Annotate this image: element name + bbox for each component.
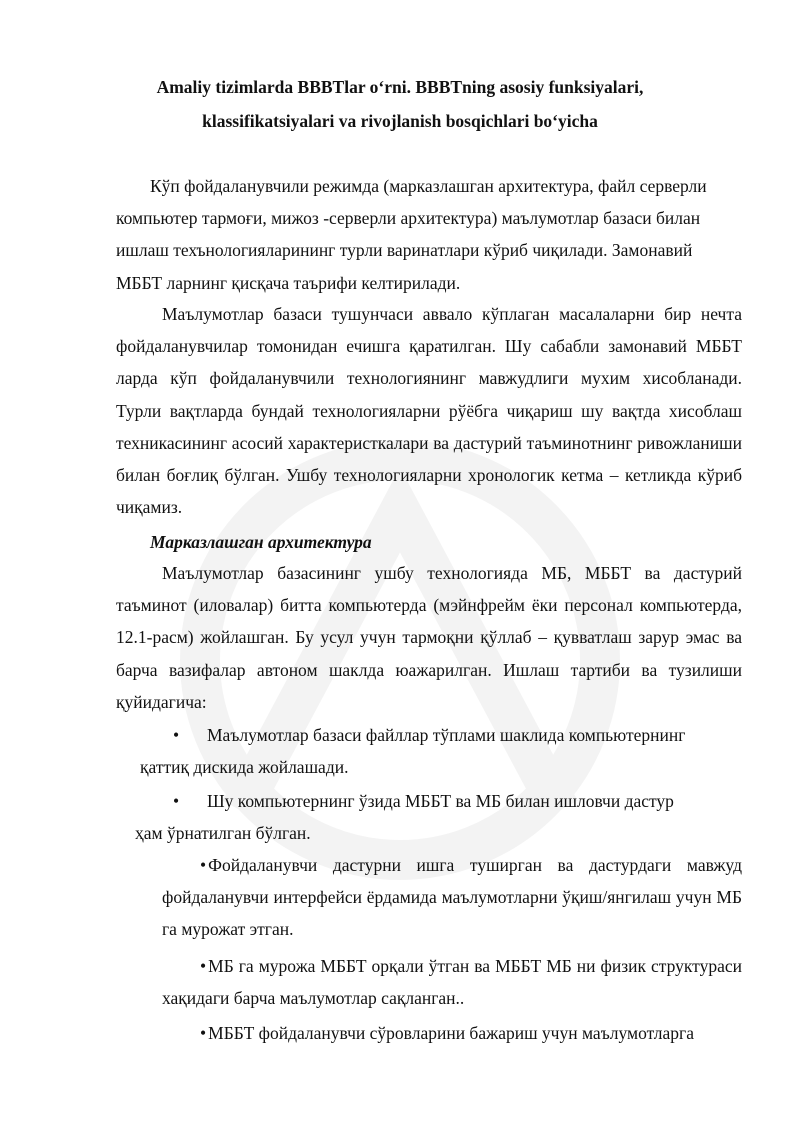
title-line-2: klassifikatsiyalari va rivojlanish bosqichlari bo‘yicha <box>202 111 598 131</box>
document-title <box>110 70 690 138</box>
bullet-dot: • <box>200 1023 207 1043</box>
bullet-2-line-1: Шу компьютернинг ўзида МББТ ва МБ билан ишловчи дастур <box>207 791 674 811</box>
bullet-5-text: МББТ фойдаланувчи сўровларини бажариш учун маълумотларга <box>208 1023 694 1043</box>
title-line-1: Amaliy tizimlarda BBBTlar o‘rni. BBBTning asosiy funksiyalari, <box>156 77 644 97</box>
bullet-2-line-2: ҳам ўрнатилган бўлган. <box>135 823 311 844</box>
bullet-1-line-1: Маълумотлар базаси файллар тўплами шаклида компьютернинг <box>207 725 686 745</box>
bullet-dot: • <box>173 725 180 745</box>
bullet-item-3 <box>162 849 742 946</box>
intro-paragraph: Кўп фойдаланувчили режимда (марказлашган архитектура, файл серверли компьютер тармоғи, мижоз -серверли архитектура) маълумотлар базаси билан ишлаш техънологияларининг турли варинатлари кўриб чиқилади. Замонавий МББТ ларнинг қисқача таърифи келтирилади. <box>116 176 707 293</box>
bullet-dot: • <box>173 791 180 811</box>
bullet-dot: • <box>200 956 207 976</box>
bullet-3-text: Фойдаланувчи дастурни ишга туширган ва дастурдаги мавжуд фойдаланувчи интерфейси ёрдамида маълумотларни ўқиш/янгилаш учун МБ га мурожат этган. <box>162 855 742 940</box>
body-paragraph-3: Маълумотлар базасининг ушбу технологияда МБ, МББТ ва дастурий таъминот (иловалар) битта компьютерда (мэйнфрейм ёки персонал компьютерда, 12.1-расм) жойлашган. Бу усул учун тармоқни қўллаб – қувватлаш зарур эмас ва барча вазифалар автоном шаклда юажарилган. Ишлаш тартиби ва тузилиши қуйидагича: <box>116 563 742 712</box>
bullet-dot: • <box>200 855 207 875</box>
bullet-item-1 <box>116 719 742 783</box>
bullet-4-text: МБ га мурожа МББТ орқали ўтган ва МББТ МБ ни физик структураси хақидаги барча маълумотлар сақланган.. <box>162 956 742 1009</box>
body-paragraph-2: Маълумотлар базаси тушунчаси аввало кўплаган масалаларни бир нечта фойдаланувчилар томонидан ечишга қаратилган. Шу сабабли замонавий МББТ ларда кўп фойдаланувчили технологиянинг мавжудлиги мухим хисобланади. Турли вақтларда бундай технологияларни рўёбга чиқариш шу вақтда хисоблаш техникасининг асосий характеристкалари ва дастурий таъминотнинг ривожланиши билан боғлиқ бўлган. Ушбу технологияларни хронологик кетма – кетликда кўриб чиқамиз. <box>116 304 742 518</box>
bullet-item-4 <box>162 950 742 1014</box>
bullet-item-5 <box>162 1017 742 1049</box>
bullet-1-line-2: қаттиқ дискида жойлашади. <box>140 757 349 778</box>
section-subheading: Марказлашган архитектура <box>150 532 372 552</box>
bullet-item-2 <box>116 785 742 849</box>
